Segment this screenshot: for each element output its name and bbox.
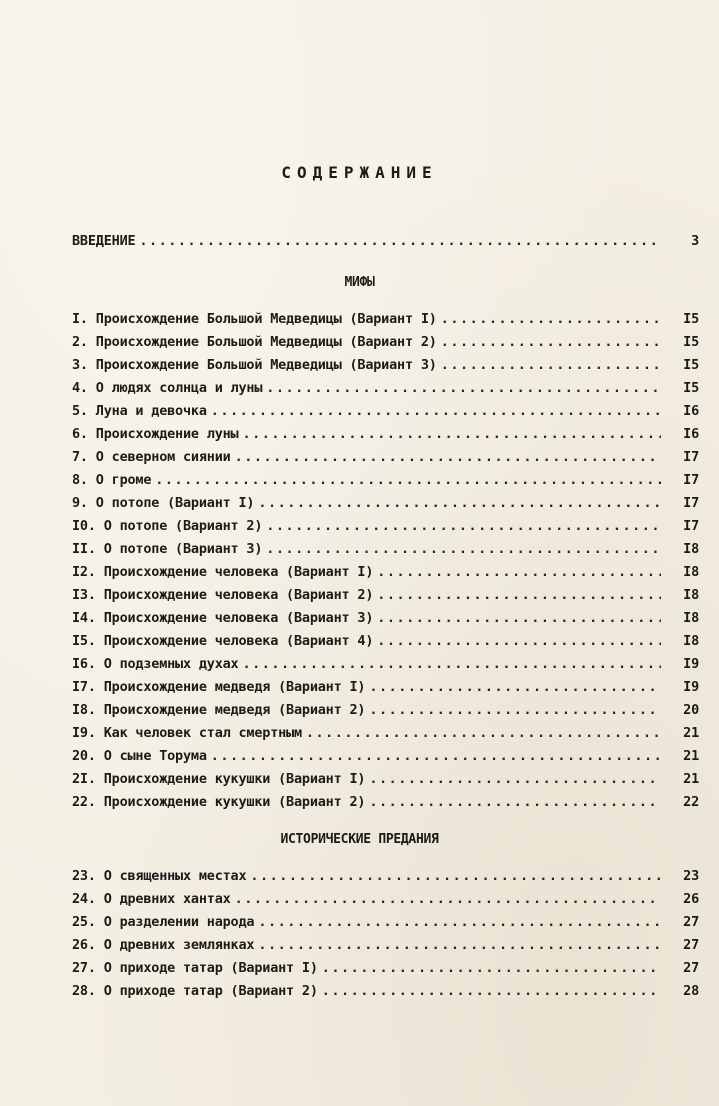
toc-leader-dots — [242, 656, 661, 672]
toc-entry — [72, 518, 699, 540]
toc-entry-label: 3. Происхождение Большой Медведицы (Вариант 3) — [72, 357, 437, 373]
toc-entry — [72, 403, 699, 425]
toc-entry-label: I. Происхождение Большой Медведицы (Вариант I) — [72, 311, 437, 327]
toc-entry-page: 22 — [683, 794, 699, 810]
toc-leader-dots — [441, 311, 661, 327]
toc-leader-dots — [377, 564, 661, 580]
toc-entry-page: 28 — [683, 983, 699, 999]
toc-entry-label: 9. О потопе (Вариант I) — [72, 495, 255, 511]
toc-entry-label: ВВЕДЕНИЕ — [72, 233, 136, 249]
toc-entry-page: I5 — [683, 357, 699, 373]
toc-entry-page: 26 — [683, 891, 699, 907]
toc-entry — [72, 679, 699, 701]
toc-entry-label: I9. Как человек стал смертным — [72, 725, 302, 741]
toc-entry-label: I5. Происхождение человека (Вариант 4) — [72, 633, 374, 649]
toc-entry-label: 8. О громе — [72, 472, 152, 488]
toc-leader-dots — [441, 357, 661, 373]
toc-leader-dots — [369, 771, 661, 787]
toc-entry-label: 26. О древних землянках — [72, 937, 255, 953]
toc-leader-dots — [369, 702, 661, 718]
toc-leader-dots — [369, 794, 661, 810]
toc-leader-dots — [369, 679, 661, 695]
toc-entry-page: 20 — [683, 702, 699, 718]
toc-entry — [72, 587, 699, 609]
toc-entry-label: 7. О северном сиянии — [72, 449, 231, 465]
toc-entry-page: 23 — [683, 868, 699, 884]
toc-entry — [72, 794, 699, 816]
toc-entry-page: I8 — [683, 541, 699, 557]
toc-entry-label: 27. О приходе татар (Вариант I) — [72, 960, 318, 976]
toc-entry — [72, 449, 699, 471]
toc-entry — [72, 472, 699, 494]
toc-entry — [72, 868, 699, 890]
toc-entry-label: I8. Происхождение медведя (Вариант 2) — [72, 702, 366, 718]
toc-entry — [72, 748, 699, 770]
toc-entry-page: I9 — [683, 679, 699, 695]
toc-entry — [72, 495, 699, 517]
toc-entry-label: I6. О подземных духах — [72, 656, 239, 672]
toc-leader-dots — [235, 891, 661, 907]
toc-entry-label: 5. Луна и девочка — [72, 403, 207, 419]
toc-entry-label: I7. Происхождение медведя (Вариант I) — [72, 679, 366, 695]
toc-entry-page: I7 — [683, 518, 699, 534]
toc-leader-dots — [258, 937, 661, 953]
toc-entry-page: I7 — [683, 495, 699, 511]
toc-entry — [72, 633, 699, 655]
toc-entry-page: I5 — [683, 311, 699, 327]
toc-entry — [72, 725, 699, 747]
toc-entry — [72, 656, 699, 678]
toc-entry-page: 27 — [683, 960, 699, 976]
toc-leader-dots — [258, 914, 661, 930]
toc-leader-dots — [441, 334, 661, 350]
toc-entry-page: I8 — [683, 587, 699, 603]
toc-entry-page: I5 — [683, 380, 699, 396]
section-heading-historical: ИСТОРИЧЕСКИЕ ПРЕДАНИЯ — [280, 832, 439, 847]
toc-entry-intro — [72, 233, 699, 255]
toc-entry-label: I2. Происхождение человека (Вариант I) — [72, 564, 374, 580]
toc-leader-dots — [266, 518, 661, 534]
toc-leader-dots — [377, 610, 661, 626]
toc-entry-page: I6 — [683, 403, 699, 419]
toc-entry-label: 20. О сыне Торума — [72, 748, 207, 764]
toc-entry — [72, 983, 699, 1005]
toc-entry-label: I0. О потопе (Вариант 2) — [72, 518, 263, 534]
toc-entry — [72, 311, 699, 333]
toc-entry-label: 28. О приходе татар (Вариант 2) — [72, 983, 318, 999]
toc-entry — [72, 702, 699, 724]
toc-entry — [72, 564, 699, 586]
toc-entry — [72, 334, 699, 356]
toc-entry-label: 4. О людях солнца и луны — [72, 380, 263, 396]
toc-entry-page: I9 — [683, 656, 699, 672]
toc-entry — [72, 771, 699, 793]
toc-entry-label: 25. О разделении народа — [72, 914, 255, 930]
toc-leader-dots — [235, 449, 661, 465]
toc-leader-dots — [322, 960, 661, 976]
toc-leader-dots — [306, 725, 661, 741]
toc-entry-page: I8 — [683, 633, 699, 649]
toc-entry-page: 21 — [683, 725, 699, 741]
toc-entry-page: I8 — [683, 610, 699, 626]
toc-entry-label: 2. Происхождение Большой Медведицы (Вариант 2) — [72, 334, 437, 350]
toc-leader-dots — [266, 541, 661, 557]
toc-leader-dots — [258, 495, 661, 511]
toc-leader-dots — [266, 380, 661, 396]
toc-entry-label: 22. Происхождение кукушки (Вариант 2) — [72, 794, 366, 810]
page-title: СОДЕРЖАНИЕ — [281, 163, 438, 182]
toc-entry — [72, 426, 699, 448]
toc-entry-label: 2I. Происхождение кукушки (Вариант I) — [72, 771, 366, 787]
toc-leader-dots — [377, 587, 661, 603]
toc-entry — [72, 610, 699, 632]
toc-entry — [72, 357, 699, 379]
toc-entry-label: I4. Происхождение человека (Вариант 3) — [72, 610, 374, 626]
toc-entry-page: 21 — [683, 748, 699, 764]
toc-entry-page: I7 — [683, 472, 699, 488]
toc-entry-page: 21 — [683, 771, 699, 787]
toc-entry-page: 27 — [683, 937, 699, 953]
toc-leader-dots — [155, 472, 661, 488]
toc-leader-dots — [322, 983, 661, 999]
toc-leader-dots — [250, 868, 661, 884]
section-heading-myths: МИФЫ — [344, 275, 375, 290]
toc-leader-dots — [377, 633, 661, 649]
toc-entry — [72, 914, 699, 936]
toc-entry-label: II. О потопе (Вариант 3) — [72, 541, 263, 557]
toc-entry — [72, 937, 699, 959]
toc-entry-label: 23. О священных местах — [72, 868, 247, 884]
toc-entry — [72, 891, 699, 913]
toc-entry-page: 3 — [691, 233, 699, 249]
toc-entry — [72, 380, 699, 402]
toc-leader-dots — [242, 426, 661, 442]
toc-entry-label: I3. Происхождение человека (Вариант 2) — [72, 587, 374, 603]
toc-entry-label: 6. Происхождение луны — [72, 426, 239, 442]
toc-leader-dots — [211, 403, 661, 419]
toc-entry — [72, 541, 699, 563]
toc-entry-label: 24. О древних хантах — [72, 891, 231, 907]
toc-entry-page: I8 — [683, 564, 699, 580]
toc-entry-page: I7 — [683, 449, 699, 465]
toc-entry-page: I6 — [683, 426, 699, 442]
toc-leader-dots — [139, 233, 661, 249]
toc-entry-page: I5 — [683, 334, 699, 350]
toc-entry — [72, 960, 699, 982]
toc-entry-page: 27 — [683, 914, 699, 930]
toc-leader-dots — [211, 748, 661, 764]
